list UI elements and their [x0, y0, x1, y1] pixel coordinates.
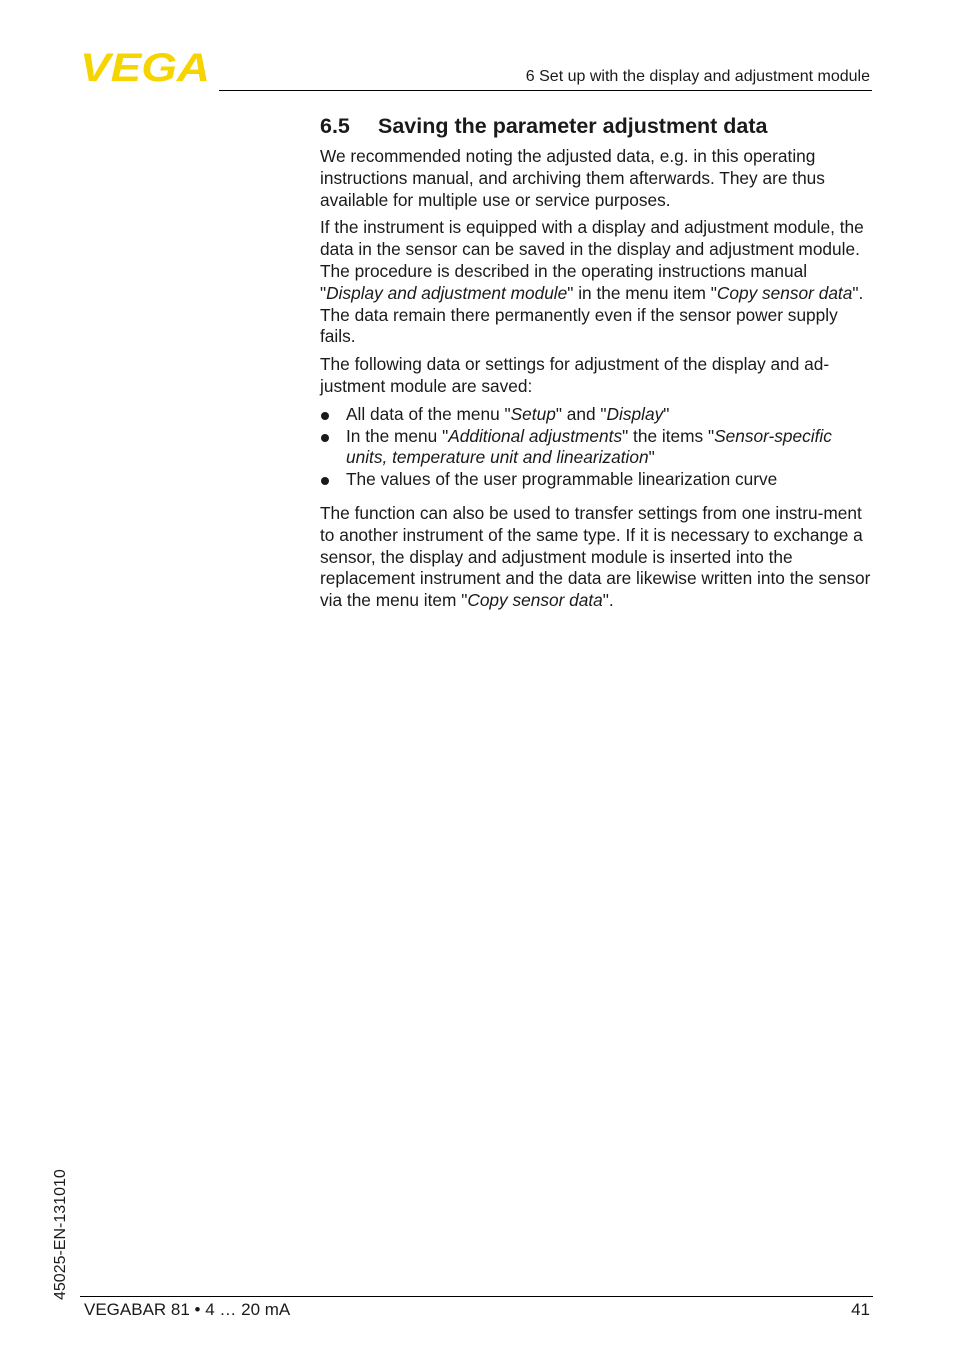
- paragraph-1: We recommended noting the adjusted data, e.g. in this operating instructions manual, and archiving them afterwards. They are thus available for multiple use or service purposes.: [320, 146, 825, 210]
- main-content: [320, 112, 872, 618]
- svg-text:VEGA: VEGA: [80, 50, 210, 84]
- footer-divider: [80, 1296, 873, 1297]
- page-number: 41: [851, 1300, 870, 1319]
- list-item: In the menu "Additional adjustments" the items "Sensor-specific units, temperature unit and linearization": [320, 426, 872, 470]
- section-title: Saving the parameter adjustment data: [378, 114, 768, 138]
- bullet-icon: [321, 412, 329, 420]
- section-number: 6.5: [320, 114, 350, 138]
- vega-logo: [80, 50, 212, 84]
- footer-product: VEGABAR 81 • 4 … 20 mA: [84, 1300, 291, 1319]
- list-item: The values of the user programmable linearization curve: [320, 469, 872, 491]
- section-heading: [320, 112, 872, 140]
- header-divider: [219, 90, 872, 91]
- bullet-icon: [321, 434, 329, 442]
- paragraph-2: If the instrument is equipped with a display and adjustment module, the data in the sensor can be saved in the display and adjustment module. The procedure is described in the operating instructions manual "Display and adjustment module" in the menu item "Copy sensor data". The data remain there permanently even if the sensor power supply fails.: [320, 217, 864, 347]
- header-section-title: 6 Set up with the display and adjustment module: [525, 68, 870, 85]
- list-item: All data of the menu "Setup" and "Display": [320, 404, 872, 426]
- document-code: 45025-EN-131010: [52, 1169, 69, 1300]
- saved-data-list: [320, 404, 872, 491]
- bullet-icon: [321, 477, 329, 485]
- paragraph-3: The following data or settings for adjustment of the display and ad-justment module are saved:: [320, 354, 830, 396]
- paragraph-4: The function can also be used to transfer settings from one instru-ment to another instrument of the same type. If it is necessary to exchange a sensor, the display and adjustment module is inserted into the replacement instrument and the data are likewise written into the sensor via the menu item "Copy sensor data".: [320, 502, 871, 611]
